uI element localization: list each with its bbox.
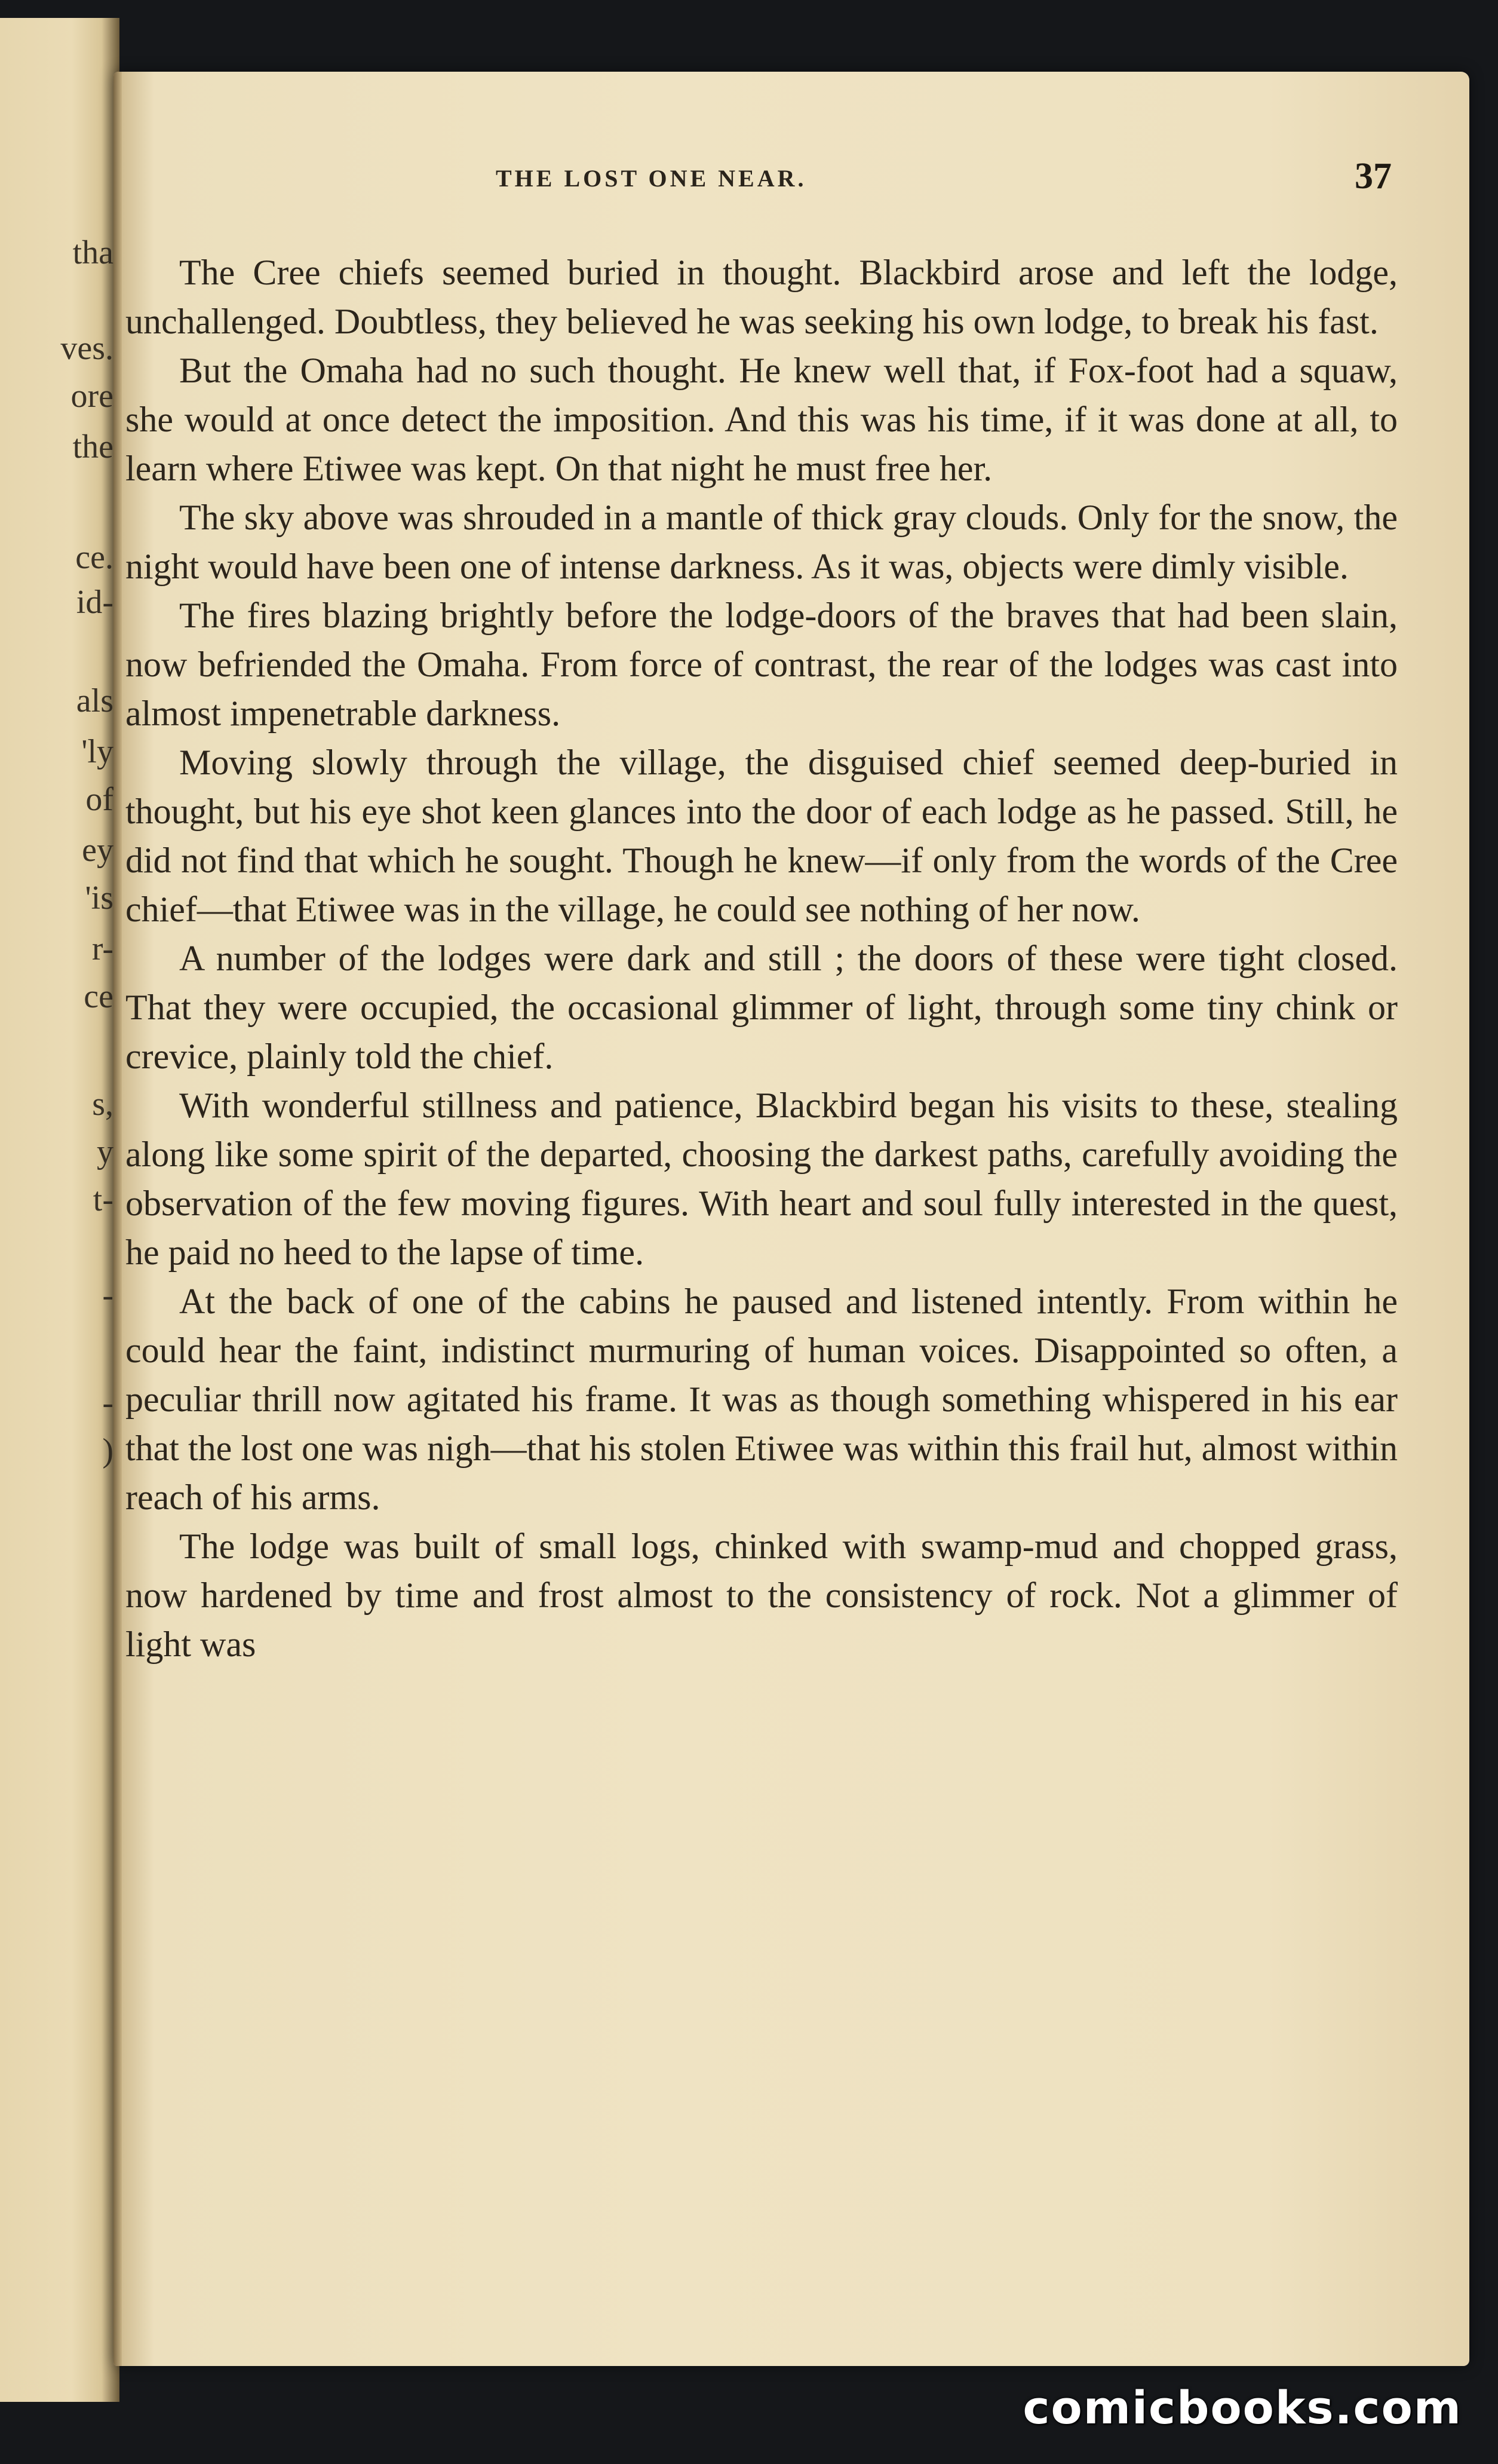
body-text — [125, 248, 1398, 1669]
left-fragment: of — [85, 781, 113, 818]
left-fragment: r- — [91, 930, 113, 967]
paragraph: With wonderful stillness and patience, Blackbird began his visits to these, stealing along like some spirit of the departed, choosing the darkest paths, carefully avoiding the observation of the few moving figures. With heart and soul fully interested in the quest, he paid no heed to the lapse of time. — [125, 1086, 1398, 1272]
paragraph: Moving slowly through the village, the disguised chief seemed deep-buried in thought, but his eye shot keen glances into the door of each lodge as he passed. Still, he did not find that which he sought. Though he knew—if only from the words of the Cree chief—that Etiwee was in the village, he could see nothing of her now. — [125, 743, 1398, 929]
left-fragment: ey — [82, 832, 113, 869]
left-fragment: 'is — [85, 879, 113, 917]
paragraph: At the back of one of the cabins he paused and listened intently. From within he could hear the faint, indistinct murmuring of human voices. Disappointed so often, a peculiar thrill now agitated his frame. It was as though something whispered in his ear that the lost one was nigh—that his stolen Etiwee was within this frail hut, almost within reach of his arms. — [125, 1282, 1398, 1517]
paragraph: The Cree chiefs seemed buried in thought. Blackbird arose and left the lodge, unchallenged. Doubtless, they believed he was seeking his own lodge, to break his fast. — [125, 253, 1398, 341]
left-fragment: ce. — [75, 539, 113, 576]
paragraph: The fires blazing brightly before the lodge-doors of the braves that had been slain, now befriended the Omaha. From force of contrast, the rear of the lodges was cast into almost impenetrable darkness. — [125, 596, 1398, 733]
paragraph: The lodge was built of small logs, chinked with swamp-mud and chopped grass, now hardened by time and frost almost to the consistency of rock. Not a glimmer of light was — [125, 1527, 1398, 1664]
left-fragment: 'ly — [81, 733, 113, 770]
left-fragment: id- — [76, 584, 113, 621]
paragraph: A number of the lodges were dark and still ; the doors of these were tight closed. That they were occupied, the occasional glimmer of light, through some tiny chink or crevice, plainly told the chief. — [125, 939, 1398, 1076]
page-gutter — [113, 72, 122, 2366]
left-fragment: ves. — [60, 330, 113, 367]
left-fragment: als — [76, 682, 113, 719]
left-fragment: ore — [70, 378, 113, 415]
paragraph: But the Omaha had no such thought. He knew well that, if Fox-foot had a squaw, she would at once detect the imposition. And this was his time, if it was done at all, to learn where Etiwee was kept. On that night he must free her. — [125, 351, 1398, 488]
left-fragment: tha — [72, 234, 113, 271]
left-fragment: - — [102, 1277, 113, 1314]
left-fragment: - — [102, 1384, 113, 1421]
book-page — [113, 72, 1469, 2366]
paragraph: The sky above was shrouded in a mantle of thick gray clouds. Only for the snow, the night would have been one of intense darkness. As it was, objects were dimly visible. — [125, 498, 1398, 586]
left-fragment: t- — [93, 1181, 113, 1218]
left-page-edge — [0, 18, 119, 2402]
left-fragment: ce — [84, 978, 113, 1015]
watermark: comicbooks.com — [1023, 2381, 1462, 2434]
running-title: THE LOST ONE NEAR. — [496, 165, 807, 192]
left-fragment: y — [97, 1133, 113, 1170]
left-fragment: s, — [92, 1086, 113, 1123]
left-fragment: the — [72, 428, 113, 465]
page-number: 37 — [1355, 156, 1392, 197]
left-fragment: ) — [102, 1432, 113, 1469]
